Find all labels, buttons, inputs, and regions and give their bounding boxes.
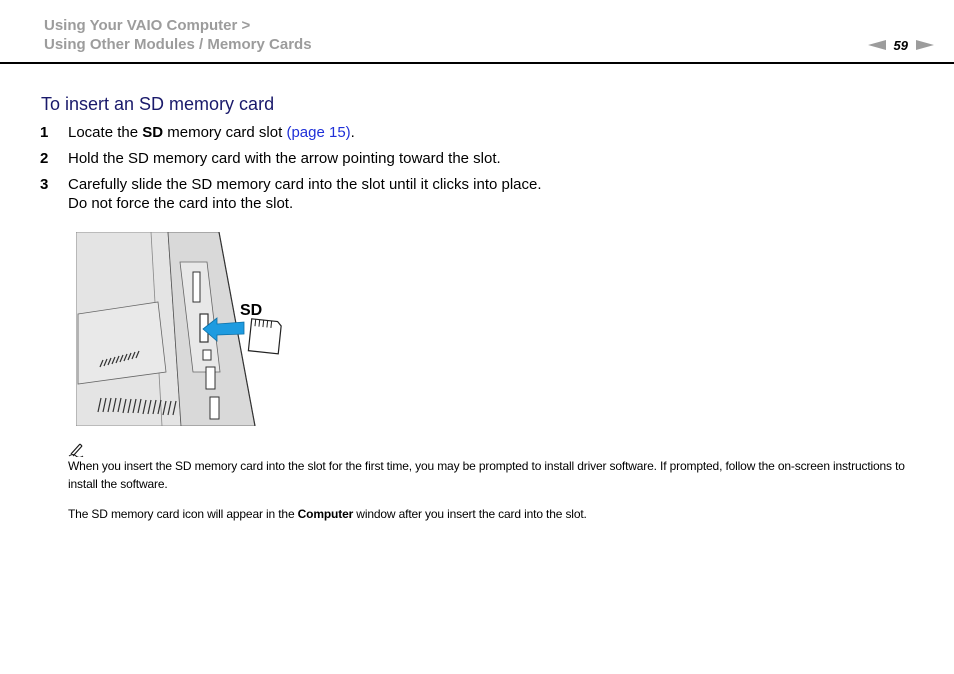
prev-page-icon[interactable] bbox=[868, 40, 886, 50]
pencil-note-icon bbox=[68, 441, 84, 457]
step-text-part: . bbox=[350, 124, 355, 141]
header-divider bbox=[0, 62, 954, 64]
step-number: 2 bbox=[40, 150, 49, 167]
page-15-link[interactable]: (page 15) bbox=[286, 124, 351, 141]
sd-card-insert-illustration bbox=[76, 232, 291, 426]
note-text-part: The SD memory card icon will appear in the bbox=[68, 507, 298, 521]
section-title: To insert an SD memory card bbox=[41, 94, 275, 114]
step-text bbox=[68, 123, 920, 142]
sd-callout-label: SD bbox=[240, 302, 263, 319]
step-number: 3 bbox=[40, 176, 49, 193]
breadcrumb bbox=[44, 16, 312, 54]
page-number: 59 bbox=[893, 37, 908, 53]
step-text-line: Do not force the card into the slot. bbox=[68, 195, 294, 212]
breadcrumb-line-1: Using Your VAIO Computer > bbox=[44, 17, 251, 34]
note-text-part: window after you insert the card into the slot. bbox=[353, 507, 587, 521]
step-text-part: memory card slot bbox=[163, 124, 287, 141]
step-2 bbox=[40, 149, 920, 168]
step-text-part: Locate the bbox=[68, 124, 143, 141]
breadcrumb-line-2: Using Other Modules / Memory Cards bbox=[44, 36, 312, 53]
step-text: Hold the SD memory card with the arrow pointing toward the slot. bbox=[68, 150, 501, 167]
step-3 bbox=[40, 175, 920, 213]
step-text bbox=[68, 175, 920, 213]
page-navigation bbox=[868, 36, 934, 54]
step-text-line: Carefully slide the SD memory card into the slot until it clicks into place. bbox=[68, 176, 542, 193]
next-page-icon[interactable] bbox=[916, 40, 934, 50]
step-1 bbox=[40, 123, 920, 142]
step-number: 1 bbox=[40, 124, 49, 141]
computer-window-label: Computer bbox=[297, 507, 354, 521]
steps-list bbox=[40, 123, 920, 220]
note-first-insert: When you insert the SD memory card into the slot for the first time, you may be prompted to install driver software. If prompted, follow the on-screen instructions to install the software. bbox=[68, 459, 905, 491]
note-icon-appears bbox=[68, 505, 928, 523]
step-text-bold: SD bbox=[142, 124, 164, 141]
